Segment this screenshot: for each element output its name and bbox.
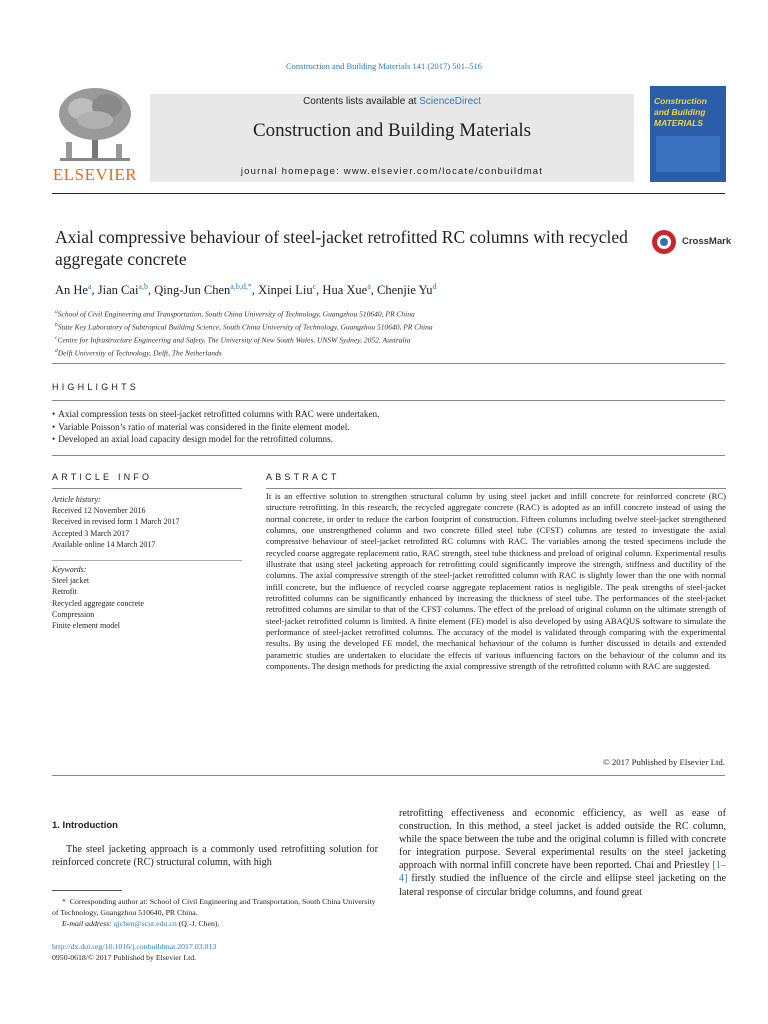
affiliation: $^a$School of Civil Engineering and Transportation, South China University of Technology, Guangzhou 510640, PR China bbox=[55, 309, 415, 319]
history-entry: Received 12 November 2016 bbox=[52, 506, 146, 516]
divider bbox=[52, 488, 242, 489]
contents-available bbox=[150, 96, 634, 107]
doi-link[interactable]: http://dx.doi.org/10.1016/j.conbuildmat.2017.03.013 bbox=[52, 942, 217, 951]
keyword: Compression bbox=[52, 609, 95, 619]
corresponding-note: * Corresponding author at: School of Civil Engineering and Transportation, South China University of Technology, Guangzhou 510640, PR China. bbox=[52, 897, 376, 917]
history-entry: Received in revised form 1 March 2017 bbox=[52, 517, 180, 527]
author[interactable]: Jian Cai$^{a,b}$ bbox=[97, 282, 148, 298]
author-list: An He$^a$, Jian Cai$^{a,b}$, Qing-Jun Chen$^{a,b,d,*}$, Xinpei Liu$^c$, Hua Xue$^a$, Chenjie Yu$^d$ bbox=[55, 282, 437, 298]
author[interactable]: Xinpei Liu$^c$ bbox=[258, 282, 317, 298]
author[interactable]: Chenjie Yu$^d$ bbox=[377, 282, 437, 298]
intro-paragraph-left: The steel jacketing approach is a commonly used retrofitting solution for reinforced concrete (RC) structural column, with high bbox=[52, 844, 378, 869]
intro-paragraph-right: retrofitting effectiveness and economic efficiency, as well as ease of construction. In this method, a steel jacket is added outside the RC column, while the space between the tube and the original column is filled with concrete for integration purpose. Several experimental results on the steel jacketing approach with normal infill concrete have been reported. Chai and Priestley [1–4] firstly studied the influence of the circle and ellipse steel jacketing on the lateral response of circular bridge columns, and found great bbox=[399, 808, 726, 898]
abstract-text: It is an effective solution to strengthen structural column by using steel jacket and infill concrete for reinforced concrete (RC) structure retrofitting. In this research, the recycled aggregate concrete (RAC) is adopted as an infill concrete instead of using the normal concrete, in order to reduce the carbon footprint of construction. Fifteen columns including twelve steel-jacket strengthened columns, one unstrengthened column and two concrete filled steel tube (CFST) columns are tested to investigate the axial compressive behaviour of steel-jacket retrofitted RC columns with RAC. The variables among the tested specimens include the recycled coarse aggregate replacement ratio, RAC strength, steel tube thickness and preload of original column. Experimental results illustrate that using steel jacketing approach for retrofitting could significantly improve the strength, stiffness and ductility of the columns. The axial compressive strength of the steel-jacket retrofitted column with RAC is slightly lower than the one with normal infill concrete, but the influence of recycled coarse aggregate replacement ratios is negligible. The peak strengths of steel-jacket retrofitted columns can be significantly enhanced by increasing the thickness of steel tube. The performances of the steel-jacket retrofitted columns are similar to that of the CFST columns. The effect of the preload of original column on the ultimate strength of steel-jacket retrofitted column is limited. A finite element (FE) model is also developed by using ABAQUS software to simulate the performance of steel-jacket retrofitted columns. The accuracy of the model is validated through comparing with the experimental results. By using the developed FE model, the mechanical behaviour of the column is further discussed in details and extended parametric studies are undertaken to elucidate the effects of various influencing factors on the behaviour of the column and its components. The design methods for predicting the axial compressive strength of the retrofitted column with RAC are suggested. bbox=[266, 491, 726, 672]
abstract-copyright: © 2017 Published by Elsevier Ltd. bbox=[602, 757, 725, 767]
author[interactable]: An He$^a$ bbox=[55, 282, 92, 298]
divider bbox=[266, 488, 726, 489]
crossmark-badge[interactable] bbox=[652, 230, 732, 258]
affiliation: $^c$Centre for Infrastructure Engineering and Safety, The University of New South Wales, UNSW Sydney, 2052, Australia bbox=[55, 335, 411, 345]
highlights-heading: HIGHLIGHTS bbox=[52, 382, 140, 392]
issn-line: 0950-0618/© 2017 Published by Elsevier Ltd. bbox=[52, 953, 197, 962]
divider bbox=[52, 455, 725, 456]
journal-name: Construction and Building Materials bbox=[252, 120, 532, 141]
divider bbox=[52, 400, 725, 401]
article-title: Axial compressive behaviour of steel-jacket retrofitted RC columns with recycled aggregate concrete bbox=[55, 227, 628, 269]
author[interactable]: Hua Xue$^a$ bbox=[322, 282, 371, 298]
article-info-heading: ARTICLE INFO bbox=[52, 472, 153, 482]
keywords-label: Keywords: bbox=[52, 565, 87, 574]
history-entry: Available online 14 March 2017 bbox=[52, 539, 156, 549]
keyword: Finite element model bbox=[52, 621, 120, 631]
corresponding-author-footnote bbox=[52, 896, 382, 929]
contents-prefix: Contents lists available at bbox=[303, 96, 420, 107]
section-heading: 1. Introduction bbox=[52, 820, 118, 831]
keyword: Retrofit bbox=[52, 587, 77, 597]
affiliation: $^b$State Key Laboratory of Subtropical Building Science, South China University of Technology, Guangzhou 510640, PR China bbox=[55, 322, 433, 332]
history-entry: Accepted 3 March 2017 bbox=[52, 528, 130, 538]
highlights-list bbox=[52, 408, 725, 446]
affiliation: $^d$Delft University of Technology, Delft, The Netherlands bbox=[55, 348, 222, 358]
header-rule bbox=[52, 193, 725, 194]
sciencedirect-link[interactable]: ScienceDirect bbox=[419, 96, 481, 107]
elsevier-wordmark: ELSEVIER bbox=[52, 165, 138, 184]
cover-decoration bbox=[656, 136, 720, 172]
journal-reference[interactable]: Construction and Building Materials 141 (2017) 501–516 bbox=[286, 61, 482, 71]
journal-homepage[interactable]: journal homepage: www.elsevier.com/locate/conbuildmat bbox=[240, 166, 544, 177]
doi-block bbox=[52, 941, 216, 963]
divider bbox=[52, 775, 725, 776]
footnote-rule bbox=[52, 890, 122, 891]
citation-link[interactable]: [1–4] bbox=[399, 860, 726, 885]
history-label: Article history: bbox=[52, 495, 101, 504]
highlight-item: • Developed an axial load capacity design model for the retrofitted columns. bbox=[52, 433, 725, 446]
crossmark-icon bbox=[652, 230, 676, 254]
keyword: Steel jacket bbox=[52, 576, 90, 586]
highlight-item: • Variable Poisson’s ratio of material was considered in the finite element model. bbox=[52, 421, 725, 434]
article-history bbox=[52, 494, 242, 550]
keyword: Recycled aggregate concrete bbox=[52, 598, 144, 608]
author[interactable]: Qing-Jun Chen$^{a,b,d,*}$ bbox=[154, 282, 252, 298]
highlight-item: • Axial compression tests on steel-jacket retrofitted columns with RAC were undertaken. bbox=[52, 408, 725, 421]
keywords bbox=[52, 564, 242, 631]
affiliations bbox=[55, 307, 695, 359]
email-note: E-mail address: qjchen@scut.edu.cn (Q.-J. Chen). bbox=[62, 919, 220, 928]
email-link[interactable]: qjchen@scut.edu.cn bbox=[113, 919, 177, 928]
cover-title: Construction and Building MATERIALS bbox=[654, 96, 707, 128]
divider bbox=[52, 363, 725, 364]
abstract-heading: ABSTRACT bbox=[266, 472, 340, 482]
journal-cover-thumbnail bbox=[650, 86, 726, 182]
divider bbox=[52, 560, 242, 561]
crossmark-label: CrossMark bbox=[682, 236, 732, 247]
